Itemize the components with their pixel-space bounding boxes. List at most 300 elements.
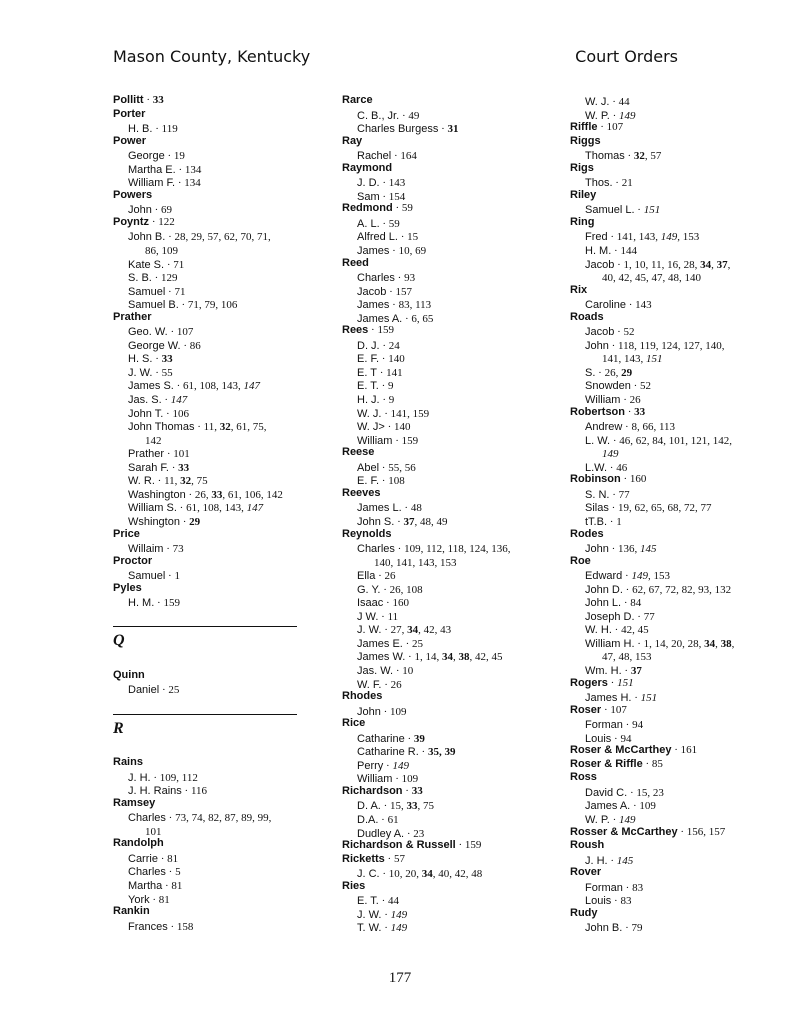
entry-separator: · <box>630 380 641 393</box>
entry-name: H. J. <box>357 394 380 407</box>
entry-name: Powers <box>113 188 153 201</box>
entry-separator: · <box>383 759 393 772</box>
entry-separator: · <box>607 676 618 689</box>
entry-separator: · <box>394 272 405 285</box>
entry-name: Louis <box>585 895 612 908</box>
entry-separator: · <box>379 190 389 203</box>
entry-name: Rodes <box>570 527 604 540</box>
entry-name: Joseph D. <box>585 610 635 623</box>
entry-pages: 145 <box>616 854 634 867</box>
entry-pages: 140 <box>393 421 411 434</box>
entry-name: J. W. <box>357 908 382 921</box>
entry-name: D. A. <box>357 800 381 813</box>
entry-pages: 28, 29, 57, 62, 70, 71, <box>174 231 271 244</box>
entry-separator: · <box>622 719 633 732</box>
entry-name: Rice <box>342 717 366 730</box>
entry-name: Quinn <box>113 668 145 681</box>
surname-entry <box>570 907 800 921</box>
entry-name: Andrew <box>585 421 623 434</box>
entry-separator: · <box>671 744 681 757</box>
entry-pages: 83, 113 <box>398 299 432 312</box>
entry-separator: · <box>161 394 171 407</box>
entry-separator: · <box>164 258 174 271</box>
given-name-entry <box>113 365 348 379</box>
entry-name: Geo. W. <box>128 326 168 339</box>
entry-pages: 81 <box>167 852 179 865</box>
given-name-entry <box>342 229 577 243</box>
entry-separator: · <box>379 339 389 352</box>
entry-name: W. R. <box>128 475 155 488</box>
given-name-entry <box>113 473 348 487</box>
page-list-continuation <box>113 824 348 838</box>
entry-name: Daniel <box>128 684 160 697</box>
given-name-entry <box>342 798 577 812</box>
surname-entry <box>113 216 348 230</box>
entry-separator: · <box>165 231 175 244</box>
entry-pages: 159 <box>377 324 394 337</box>
entry-name: W. F. <box>357 678 382 691</box>
entry-pages: 26, 108 <box>389 583 423 596</box>
given-name-entry <box>113 121 348 135</box>
entry-separator: · <box>608 502 619 515</box>
entry-name: Rosser & McCarthey <box>570 825 678 838</box>
given-name-entry <box>342 189 577 203</box>
entry-pages: 11, 32, 75 <box>164 475 208 488</box>
surname-entry <box>570 162 800 176</box>
entry-name: James E. <box>357 637 403 650</box>
entry-name: Alfred L. <box>357 231 398 244</box>
entry-name: Catharine <box>357 732 405 745</box>
entry-separator: · <box>614 258 624 271</box>
given-name-entry <box>570 893 800 907</box>
entry-name: J W. <box>357 610 379 623</box>
surname-entry <box>570 555 800 569</box>
entry-pages: 5 <box>175 866 181 879</box>
entry-pages: 55, 56 <box>388 461 416 474</box>
entry-separator: · <box>159 684 169 697</box>
given-name-entry <box>113 783 348 797</box>
entry-name: Samuel B. <box>128 299 179 312</box>
entry-pages: 26 <box>629 394 641 407</box>
given-name-entry <box>570 243 800 257</box>
entry-separator: · <box>379 461 389 474</box>
entry-name: Raymond <box>342 161 393 174</box>
page-list-continuation <box>570 649 800 663</box>
entry-name: Rees <box>342 324 369 337</box>
entry-pages: 149 <box>390 922 408 935</box>
entry-pages: 160 <box>629 473 647 486</box>
entry-name: S. <box>585 366 596 379</box>
entry-separator: · <box>620 394 630 407</box>
entry-separator: · <box>378 813 388 826</box>
entry-name: Forman <box>585 719 623 732</box>
given-name-entry <box>570 500 800 514</box>
entry-separator: · <box>404 732 414 745</box>
entry-pages: 49 <box>408 109 420 122</box>
entry-pages: 149 <box>392 759 409 772</box>
entry-pages: 1, 10, 11, 16, 28, 34, 37, <box>623 258 731 271</box>
entry-separator: · <box>379 353 389 366</box>
entry-pages: 52 <box>640 380 652 393</box>
entry-pages: 24 <box>388 339 400 352</box>
entry-pages: 109 <box>390 705 407 718</box>
entry-pages: 19, 62, 65, 68, 72, 77 <box>618 502 712 515</box>
entry-pages: 26 <box>390 678 402 691</box>
entry-name: Sarah F. <box>128 461 169 474</box>
given-name-entry <box>570 920 800 934</box>
given-name-entry <box>342 243 577 257</box>
header-county: Mason County, Kentucky <box>113 47 311 66</box>
entry-separator: · <box>175 177 185 190</box>
given-name-entry <box>113 514 348 528</box>
given-name-entry <box>342 338 577 352</box>
entry-pages: 158 <box>176 920 194 933</box>
given-name-entry <box>342 378 577 392</box>
given-name-entry <box>342 812 577 826</box>
entry-pages: 108 <box>388 475 405 488</box>
entry-name: John Thomas <box>128 421 195 434</box>
entry-name: Fred <box>585 231 608 244</box>
entry-pages: 61, 108, 143, 147 <box>183 380 261 393</box>
entry-name: L.W. <box>585 461 608 474</box>
spacer <box>113 655 348 669</box>
entry-pages: 86, 109 <box>145 245 178 258</box>
entry-separator: · <box>609 813 620 826</box>
given-name-entry <box>342 392 577 406</box>
entry-name: Martha E. <box>128 163 176 176</box>
given-name-entry <box>570 324 800 338</box>
entry-name: H. S. <box>128 353 153 366</box>
given-name-entry <box>113 864 348 878</box>
entry-separator: · <box>611 245 621 258</box>
surname-entry <box>570 826 800 840</box>
entry-pages: 26, 33, 61, 106, 142 <box>194 488 283 501</box>
header-section: Court Orders <box>575 47 678 66</box>
surname-entry <box>113 189 348 203</box>
entry-pages: 157 <box>395 285 413 298</box>
given-name-entry <box>342 406 577 420</box>
entry-name: James S. <box>128 380 174 393</box>
entry-pages: 81 <box>158 893 170 906</box>
entry-pages: 10, 69 <box>398 245 427 258</box>
given-name-entry <box>342 893 577 907</box>
surname-entry <box>342 839 577 853</box>
given-name-entry <box>342 731 577 745</box>
entry-name: Wm. H. <box>585 664 622 677</box>
entry-pages: 29 <box>189 515 201 528</box>
given-name-entry <box>570 568 800 582</box>
entry-pages: 83 <box>632 881 644 894</box>
entry-pages: 149 <box>602 448 619 461</box>
surname-entry <box>113 108 348 122</box>
entry-pages: 156, 157 <box>686 825 726 838</box>
entry-separator: · <box>163 407 173 420</box>
entry-pages: 149 <box>619 109 636 122</box>
entry-separator: · <box>380 800 391 813</box>
entry-pages: 141, 159 <box>390 407 430 420</box>
given-name-entry <box>342 216 577 230</box>
entry-pages: 10 <box>402 664 414 677</box>
spacer <box>113 609 348 623</box>
entry-separator: · <box>368 324 378 337</box>
entry-name: C. B., Jr. <box>357 109 400 122</box>
entry-name: James <box>357 299 390 312</box>
entry-separator: · <box>607 854 617 867</box>
entry-name: John <box>585 339 609 352</box>
surname-entry <box>570 839 800 853</box>
given-name-entry <box>113 595 348 609</box>
given-name-entry <box>113 202 348 216</box>
given-name-entry <box>570 378 800 392</box>
entry-pages: 21 <box>621 177 633 190</box>
given-name-entry <box>113 460 348 474</box>
entry-separator: · <box>608 543 619 556</box>
surname-entry <box>342 690 577 704</box>
entry-pages: 109, 112 <box>159 771 198 784</box>
given-name-entry <box>570 812 800 826</box>
entry-name: L. W. <box>585 434 611 447</box>
entry-separator: · <box>620 473 630 486</box>
given-name-entry <box>570 785 800 799</box>
entry-separator: · <box>165 570 175 583</box>
entry-name: W. P. <box>585 813 610 826</box>
entry-name: John <box>357 705 381 718</box>
surname-entry <box>570 284 800 298</box>
entry-separator: · <box>607 231 617 244</box>
entry-pages: 159 <box>464 839 482 852</box>
given-name-entry <box>570 297 800 311</box>
entry-pages: 35, 39 <box>427 746 456 759</box>
entry-name: Perry <box>357 759 384 772</box>
entry-pages: 33 <box>634 405 646 418</box>
entry-name: T. W. <box>357 922 382 935</box>
entry-name: Rogers <box>570 676 608 689</box>
entry-pages: 143 <box>388 177 406 190</box>
entry-separator: · <box>391 150 401 163</box>
entry-name: John D. <box>585 583 623 596</box>
entry-separator: · <box>625 299 636 312</box>
entry-separator: · <box>622 922 632 935</box>
surname-entry <box>113 837 348 851</box>
given-name-entry <box>342 595 577 609</box>
given-name-entry <box>113 324 348 338</box>
entry-separator: · <box>394 543 405 556</box>
entry-name: William F. <box>128 177 176 190</box>
given-name-entry <box>570 419 800 433</box>
entry-separator: · <box>402 312 412 325</box>
entry-pages: 27, 34, 42, 43 <box>390 624 452 637</box>
entry-name: tT.B. <box>585 515 608 528</box>
entry-pages: 23 <box>413 827 425 840</box>
entry-pages: 94 <box>620 732 632 745</box>
entry-separator: · <box>175 163 185 176</box>
given-name-entry <box>113 297 348 311</box>
entry-name: Dudley A. <box>357 827 405 840</box>
entry-pages: 142 <box>145 434 162 447</box>
entry-name: Martha <box>128 879 163 892</box>
entry-separator: · <box>401 502 411 515</box>
entry-separator: · <box>152 366 162 379</box>
entry-name: Wshington <box>128 515 180 528</box>
entry-pages: 44 <box>618 96 630 108</box>
entry-separator: · <box>609 96 619 108</box>
given-name-entry <box>342 541 577 555</box>
entry-separator: · <box>621 664 631 677</box>
entry-separator: · <box>194 421 204 434</box>
entry-name: G. Y. <box>357 583 381 596</box>
entry-pages: 33 <box>411 784 423 797</box>
given-name-entry <box>570 731 800 745</box>
entry-pages: 109, 112, 118, 124, 136, <box>404 543 511 556</box>
entry-separator: · <box>163 543 173 556</box>
section-letter: Q <box>113 632 125 650</box>
entry-separator: · <box>631 692 641 705</box>
given-name-entry <box>570 609 800 623</box>
entry-name: James A. <box>357 312 403 325</box>
given-name-entry <box>570 582 800 596</box>
entry-name: S. N. <box>585 488 610 501</box>
entry-name: Prather <box>113 310 152 323</box>
entry-separator: · <box>149 215 159 228</box>
entry-name: George W. <box>128 339 181 352</box>
entry-pages: 71, 79, 106 <box>187 299 238 312</box>
entry-pages: 107 <box>176 326 194 339</box>
entry-separator: · <box>379 475 389 488</box>
entry-separator: · <box>625 405 635 418</box>
entry-name: Ross <box>570 771 597 784</box>
entry-name: Power <box>113 134 147 147</box>
given-name-entry <box>113 878 348 892</box>
entry-separator: · <box>392 773 402 786</box>
entry-name: J. C. <box>357 868 380 881</box>
entry-pages: 42, 45 <box>621 624 649 637</box>
entry-separator: · <box>601 703 611 716</box>
entry-pages: 46, 62, 84, 101, 121, 142, <box>619 434 732 447</box>
entry-separator: · <box>150 771 160 784</box>
entry-pages: 33 <box>178 461 190 474</box>
entry-separator: · <box>642 757 652 770</box>
entry-pages: 9 <box>387 380 394 393</box>
entry-name: W. J. <box>357 407 382 420</box>
given-name-entry <box>342 582 577 596</box>
surname-entry <box>342 487 577 501</box>
entry-separator: · <box>634 610 644 623</box>
given-name-entry <box>342 920 577 934</box>
entry-name: Silas <box>585 502 609 515</box>
entry-separator: · <box>178 299 188 312</box>
entry-separator: · <box>627 786 637 799</box>
given-name-entry <box>113 851 348 865</box>
entry-name: Robertson <box>570 405 625 418</box>
given-name-entry <box>113 770 348 784</box>
given-name-entry <box>113 257 348 271</box>
entry-name: Reed <box>342 256 369 269</box>
entry-name: Richardson <box>342 784 403 797</box>
entry-separator: · <box>392 434 402 447</box>
given-name-entry <box>570 514 800 528</box>
given-name-entry <box>113 406 348 420</box>
given-name-entry <box>342 649 577 663</box>
entry-name: Jacob <box>585 258 615 271</box>
entry-name: Thos. <box>585 177 613 190</box>
surname-entry <box>342 94 577 108</box>
surname-entry <box>570 744 800 758</box>
given-name-entry <box>342 311 577 325</box>
entry-pages: 93 <box>404 272 416 285</box>
entry-separator: · <box>378 380 388 393</box>
entry-pages: 154 <box>388 190 406 203</box>
entry-name: J. W. <box>357 624 382 637</box>
entry-pages: 57 <box>393 852 405 865</box>
section-letter: R <box>113 719 124 737</box>
entry-name: James L. <box>357 502 402 515</box>
entry-pages: 134 <box>184 177 201 190</box>
entry-pages: 122 <box>158 215 175 228</box>
entry-name: Redmond <box>342 202 393 215</box>
given-name-entry <box>570 202 800 216</box>
entry-name: H. B. <box>128 123 153 136</box>
given-name-entry <box>570 148 800 162</box>
entry-name: Samuel L. <box>585 204 635 217</box>
given-name-entry <box>570 690 800 704</box>
entry-pages: 141 <box>386 366 403 379</box>
entry-separator: · <box>165 866 176 879</box>
page-list-continuation <box>570 351 800 365</box>
entry-pages: 6, 65 <box>411 312 434 325</box>
spacer <box>113 743 348 757</box>
given-name-entry <box>342 866 577 880</box>
entry-pages: 159 <box>163 597 180 610</box>
entry-name: Rover <box>570 866 602 879</box>
entry-name: Rains <box>113 756 143 769</box>
entry-pages: 140, 141, 143, 153 <box>374 556 457 569</box>
entry-pages: 1, 14, 20, 28, 34, 38, <box>643 637 735 650</box>
entry-name: John L. <box>585 597 622 610</box>
surname-entry <box>570 121 800 135</box>
given-name-entry <box>113 270 348 284</box>
entry-pages: 59 <box>388 217 400 230</box>
entry-name: S. B. <box>128 272 152 285</box>
surname-entry <box>342 135 577 149</box>
page-list-continuation <box>113 243 348 257</box>
entry-name: Isaac <box>357 597 384 610</box>
entry-separator: · <box>455 839 465 852</box>
given-name-entry <box>113 419 348 433</box>
entry-separator: · <box>595 366 605 379</box>
entry-pages: 86 <box>189 339 201 352</box>
entry-pages: 15, 23 <box>636 786 664 799</box>
entry-name: J. D. <box>357 177 380 190</box>
entry-name: Richardson & Russell <box>342 839 456 852</box>
entry-pages: 37 <box>630 664 642 677</box>
given-name-entry <box>342 351 577 365</box>
entry-separator: · <box>389 299 399 312</box>
surname-entry <box>570 866 800 880</box>
entry-name: Washington <box>128 488 186 501</box>
entry-pages: 19 <box>173 150 185 163</box>
entry-pages: 116 <box>190 785 208 798</box>
entry-pages: 140 <box>388 353 405 366</box>
entry-pages: 160 <box>392 597 409 610</box>
index-column-3 <box>570 94 800 934</box>
entry-separator: · <box>611 624 622 637</box>
entry-name: Ries <box>342 879 366 892</box>
surname-entry <box>342 853 577 867</box>
given-name-entry <box>570 108 800 122</box>
given-name-entry <box>570 487 800 501</box>
surname-entry <box>113 94 348 108</box>
given-name-entry <box>342 500 577 514</box>
